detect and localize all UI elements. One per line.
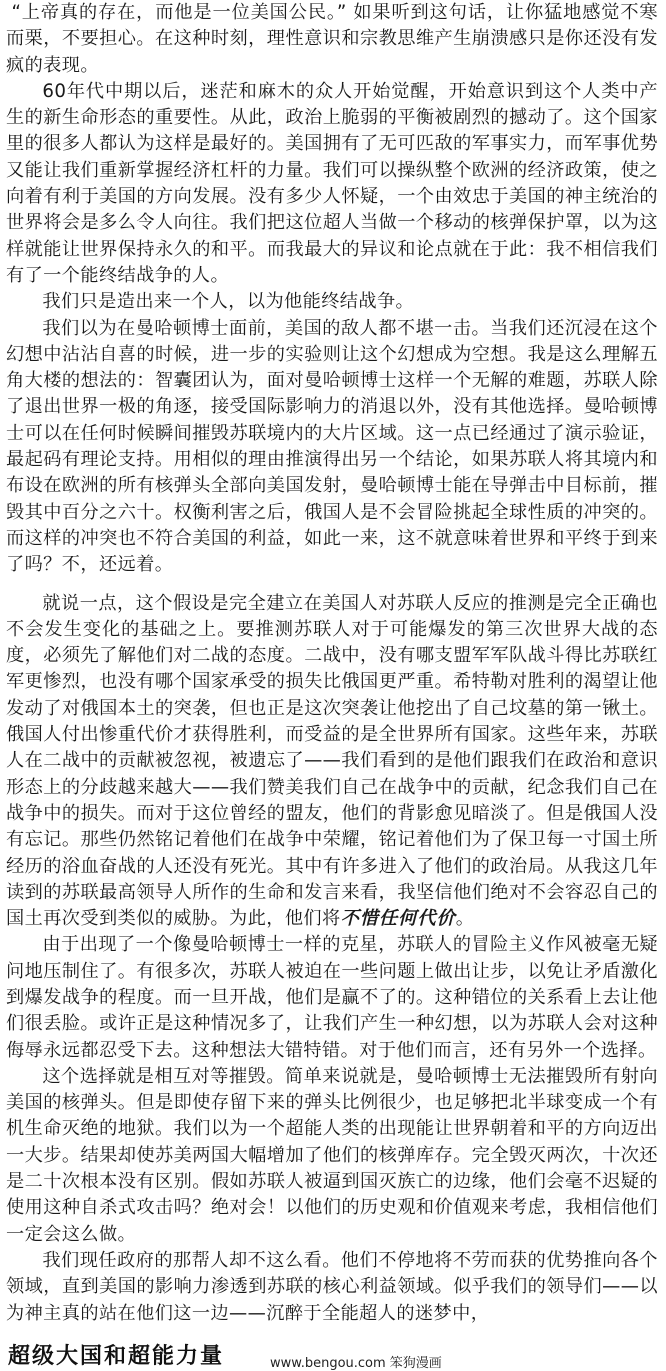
paragraph-6: 由于出现了一个像曼哈顿博士一样的克星，苏联人的冒险主义作风被毫无疑问地压制住了。有很多次，苏联人被迫在一些问题上做出让步，以免让矛盾激化到爆发战争的程度。而一旦开战，他们是赢不了的。这种错位的关系看上去让他们很丢脸。或许正是这种情况多了，让我们产生一种幻想，以为苏联人会对这种侮辱永远都忍受下去。这种想法大错特错。对于他们而言，还有另外一个选择。 [6,934,658,1061]
paragraph-4: 我们以为在曼哈顿博士面前，美国的敌人都不堪一击。当我们还沉浸在这个幻想中沾沾自喜的时候，进一步的实验则让这个幻想成为空想。我是这么理解五角大楼的想法的：智囊团认为，面对曼哈顿博士这样一个无解的难题，苏联人除了退出世界一极的角逐，接受国际影响力的消退以外，没有其他选择。曼哈顿博士可以在任何时候瞬间摧毁苏联境内的大片区域。这一点已经通过了演示验证，最起码有理论支持。用相似的理由推演得出另一个结论，如果苏联人将其境内和布设在欧洲的所有核弹头全部向美国发射，曼哈顿博士能在导弹击中目标前，摧毁其中百分之六十。权衡利害之后，俄国人是不会冒险挑起全球性质的冲突的。而这样的冲突也不符合美国的利益，如此一来，这不就意味着世界和平终于到来了吗？不，还远着。 [6,317,658,576]
watermark: www.bengou.com 笨狗漫画 [270,1356,442,1371]
emphasis-text: 不惜任何代价 [340,908,456,930]
paragraph-1: “上帝真的存在，而他是一位美国公民。” 如果听到这句话，让你猛地感觉不寒而栗，不要担心。在这种时刻，理性意识和宗教思维产生崩溃感只是你还没有发疯的表现。 [6,2,658,76]
emphasis-tail: 。 [455,908,475,930]
paragraph-7: 这个选择就是相互对等摧毁。简单来说就是，曼哈顿博士无法摧毁所有射向美国的核弹头。但是即使存留下来的弹头比例很少，也足够把北半球变成一个有机生命灭绝的地狱。我们以为一个超能人类的出现能让世界朝着和平的方向迈出一大步。结果却使苏美两国大幅增加了他们的核弹库存。完全毁灭两次，十次还是二十次根本没有区别。假如苏联人被逼到国灭族亡的边缘，他们会毫不迟疑的使用这种自杀式攻击吗？绝对会！以他们的历史观和价值观来考虑，我相信他们一定会这么做。 [6,1065,658,1245]
paragraph-8: 我们现任政府的那帮人却不这么看。他们不停地将不劳而获的优势推向各个领域，直到美国的影响力渗透到苏联的核心利益领域。似乎我们的领导们——以为神主真的站在他们这一边——沉醉于全能超人的迷梦中， [6,1249,658,1324]
chapter-title: 超级大国和超能力量 [8,1344,225,1369]
paragraph-5-text: 就说一点，这个假设是完全建立在美国人对苏联人反应的推测是完全正确也不会发生变化的基础之上。要推测苏联人对于可能爆发的第三次世界大战的态度，必须先了解他们对二战的态度。二战中，没有哪支盟军军队战斗得比苏联红军更惨烈，也没有哪个国家承受的损失比俄国更严重。希特勒对胜利的渴望让他发动了对俄国本土的突袭，但也正是这次突袭让他挖出了自己坟墓的第一锹土。俄国人付出惨重代价才获得胜利，而受益的是全世界所有国家。这些年来，苏联人在二战中的贡献被忽视，被遗忘了——我们看到的是他们跟我们在政治和意识形态上的分歧越来越大——我们赞美我们自己在战争中的贡献，纪念我们自己在战争中的损失。而对于这位曾经的盟友，他们的背影愈见暗淡了。但是俄国人没有忘记。那些仍然铭记着他们在战争中荣耀，铭记着他们为了保卫每一寸国土所经历的浴血奋战的人还没有死光。其中有许多进入了他们的政治局。从我这几年读到的苏联最高领导人所作的生命和发言来看，我坚信他们绝对不会容忍自己的国土再次受到类似的威胁。为此，他们将 [6,592,658,930]
paragraph-2: 60年代中期以后，迷茫和麻木的众人开始觉醒，开始意识到这个人类中产生的新生命形态的重要性。从此，政治上脆弱的平衡被剧烈的撼动了。这个国家里的很多人都认为这样是最好的。美国拥有了无可匹敌的军事实力，而军事优势又能让我们重新掌握经济杠杆的力量。我们可以操纵整个欧洲的经济政策，使之向着有利于美国的方向发展。没有多少人怀疑，一个由效忠于美国的神主统治的世界将会是多么令人向往。我们把这位超人当做一个移动的核弹保护罩，以为这样就能让世界保持永久的和平。而我最大的异议和论点就在于此：我不相信我们有了一个能终结战争的人。 [6,80,658,286]
paragraph-5 [6,591,658,933]
body-text [6,0,658,1327]
paragraph-3: 我们只是造出来一个人，以为他能终结战争。 [42,291,415,313]
